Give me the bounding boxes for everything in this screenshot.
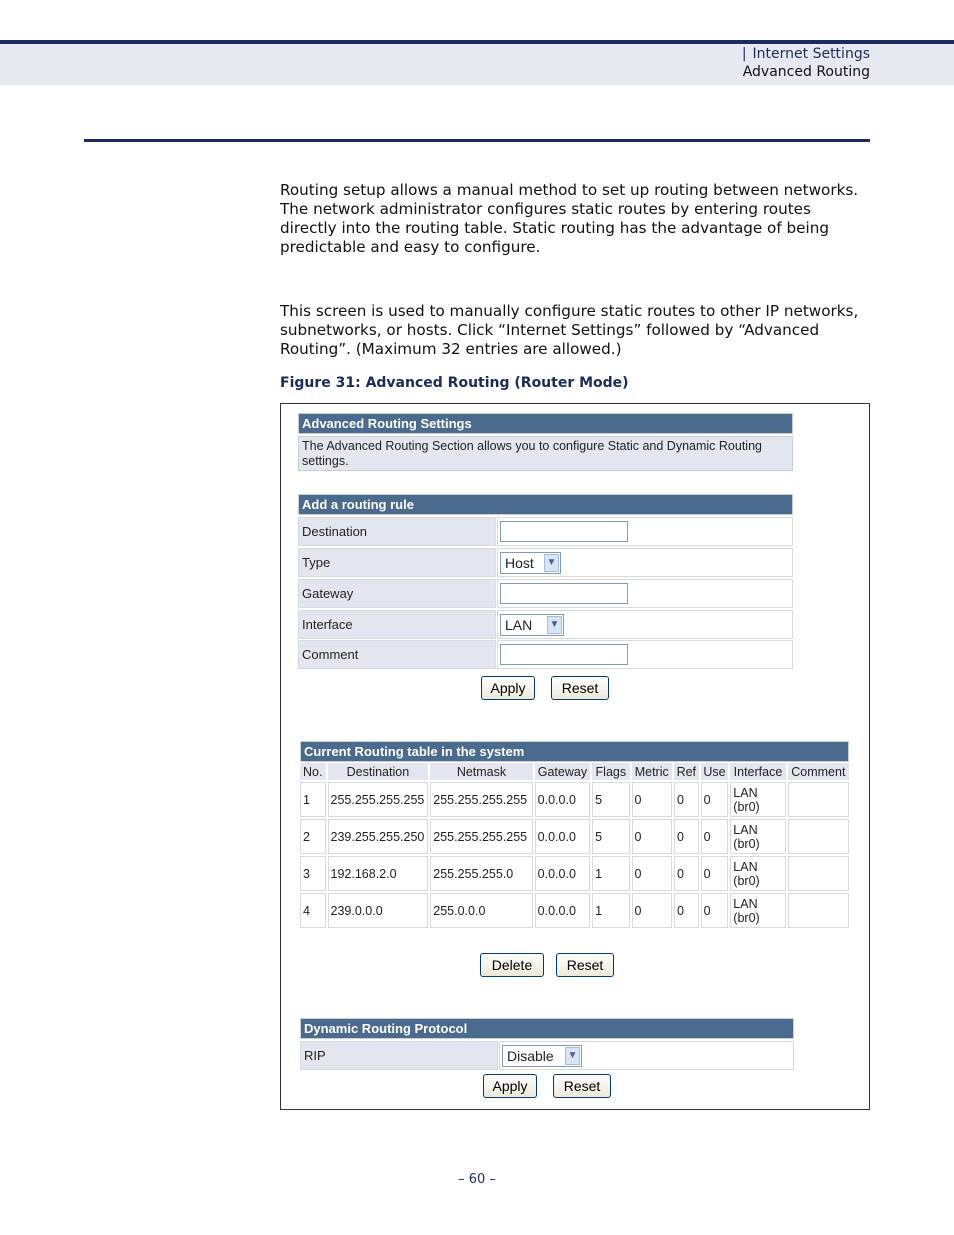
instructions-paragraph: This screen is used to manually configure static routes to other IP networks, subnetworks, or hosts. Click “Internet Settings” followed by “Advanced Routing”. (Maximum 32 entries are allowed.) bbox=[280, 302, 859, 358]
cell-use: 0 bbox=[701, 893, 729, 928]
interface-name: LAN bbox=[733, 896, 758, 911]
cell-ref: 0 bbox=[674, 856, 699, 891]
delete-button[interactable]: Delete bbox=[480, 953, 544, 977]
cell-metric: 0 bbox=[632, 782, 672, 817]
table-row bbox=[300, 819, 849, 854]
interface-device: (br0) bbox=[733, 873, 760, 888]
reset-button[interactable]: Reset bbox=[551, 676, 609, 700]
destination-row bbox=[298, 517, 793, 547]
cell-no: 4 bbox=[300, 893, 326, 928]
type-row bbox=[298, 548, 793, 578]
table-row bbox=[300, 893, 849, 928]
cell-destination: 239.255.255.250 bbox=[328, 819, 429, 854]
rip-cell bbox=[499, 1041, 794, 1070]
type-label: Type bbox=[298, 548, 496, 577]
chevron-down-icon: ▼ bbox=[544, 554, 559, 572]
rip-select[interactable] bbox=[502, 1045, 582, 1067]
rip-label: RIP bbox=[300, 1041, 498, 1070]
col-gateway: Gateway bbox=[535, 763, 590, 780]
destination-input[interactable] bbox=[500, 521, 628, 542]
comment-input[interactable] bbox=[500, 644, 628, 665]
cell-ref: 0 bbox=[674, 819, 699, 854]
cell-gateway: 0.0.0.0 bbox=[535, 856, 590, 891]
interface-name: LAN bbox=[733, 822, 758, 837]
cell-comment bbox=[788, 893, 849, 928]
gateway-label: Gateway bbox=[298, 579, 496, 608]
interface-row bbox=[298, 610, 793, 640]
cell-comment bbox=[788, 856, 849, 891]
settings-description: The Advanced Routing Section allows you to configure Static and Dynamic Routing settings. bbox=[298, 436, 793, 471]
settings-title: Advanced Routing Settings bbox=[298, 413, 793, 434]
interface-name: LAN bbox=[733, 785, 758, 800]
cell-destination: 239.0.0.0 bbox=[328, 893, 429, 928]
cell-use: 0 bbox=[701, 782, 729, 817]
type-select-value: Host bbox=[505, 555, 534, 571]
cell-flags: 1 bbox=[592, 893, 629, 928]
header-separator: | bbox=[741, 46, 747, 62]
comment-label: Comment bbox=[298, 640, 496, 669]
cell-flags: 5 bbox=[592, 819, 629, 854]
gateway-cell bbox=[497, 579, 793, 608]
figure-screenshot bbox=[280, 403, 870, 1110]
routing-table-title: Current Routing table in the system bbox=[300, 741, 849, 762]
dynamic-reset-button[interactable]: Reset bbox=[553, 1074, 611, 1098]
cell-flags: 5 bbox=[592, 782, 629, 817]
interface-device: (br0) bbox=[733, 836, 760, 851]
cell-no: 3 bbox=[300, 856, 326, 891]
cell-ref: 0 bbox=[674, 893, 699, 928]
gateway-row bbox=[298, 579, 793, 609]
rip-row bbox=[300, 1041, 794, 1071]
col-use: Use bbox=[701, 763, 729, 780]
cell-gateway: 0.0.0.0 bbox=[535, 782, 590, 817]
header-section bbox=[742, 46, 870, 62]
cell-destination: 255.255.255.255 bbox=[328, 782, 429, 817]
destination-label: Destination bbox=[298, 517, 496, 546]
table-reset-button[interactable]: Reset bbox=[556, 953, 614, 977]
comment-row bbox=[298, 640, 793, 670]
intro-paragraph: Routing setup allows a manual method to set up routing between networks. The network administrator configures static routes by entering routes directly into the routing table. Static routing has the advantage of being predictable and easy to configure. bbox=[280, 181, 859, 256]
interface-select[interactable] bbox=[500, 614, 564, 636]
col-netmask: Netmask bbox=[430, 763, 532, 780]
section-rule bbox=[84, 139, 870, 142]
cell-gateway: 0.0.0.0 bbox=[535, 893, 590, 928]
cell-flags: 1 bbox=[592, 856, 629, 891]
add-rule-title: Add a routing rule bbox=[298, 494, 793, 515]
cell-destination: 192.168.2.0 bbox=[328, 856, 429, 891]
destination-cell bbox=[497, 517, 793, 546]
cell-interface bbox=[730, 782, 785, 817]
col-interface: Interface bbox=[730, 763, 785, 780]
header-section-title: Internet Settings bbox=[752, 46, 870, 62]
cell-netmask: 255.255.255.255 bbox=[430, 782, 532, 817]
col-no: No. bbox=[300, 763, 326, 780]
routing-table-header bbox=[300, 763, 849, 780]
cell-interface bbox=[730, 856, 785, 891]
col-flags: Flags bbox=[592, 763, 629, 780]
cell-metric: 0 bbox=[632, 856, 672, 891]
interface-device: (br0) bbox=[733, 799, 760, 814]
page-number: – 60 – bbox=[458, 1172, 496, 1187]
dynamic-apply-button[interactable]: Apply bbox=[483, 1074, 537, 1098]
col-comment: Comment bbox=[788, 763, 849, 780]
comment-cell bbox=[497, 640, 793, 669]
cell-netmask: 255.0.0.0 bbox=[430, 893, 532, 928]
type-select[interactable] bbox=[500, 552, 561, 574]
interface-name: LAN bbox=[733, 859, 758, 874]
type-cell bbox=[497, 548, 793, 577]
cell-no: 2 bbox=[300, 819, 326, 854]
cell-comment bbox=[788, 782, 849, 817]
figure-caption: Figure 31: Advanced Routing (Router Mode) bbox=[280, 375, 629, 391]
rip-select-value: Disable bbox=[507, 1048, 554, 1064]
col-ref: Ref bbox=[674, 763, 699, 780]
header-subsection: Advanced Routing bbox=[742, 64, 870, 80]
cell-netmask: 255.255.255.0 bbox=[430, 856, 532, 891]
gateway-input[interactable] bbox=[500, 583, 628, 604]
dynamic-routing-title: Dynamic Routing Protocol bbox=[300, 1018, 794, 1039]
col-metric: Metric bbox=[632, 763, 672, 780]
interface-device: (br0) bbox=[733, 910, 760, 925]
cell-no: 1 bbox=[300, 782, 326, 817]
table-row bbox=[300, 782, 849, 817]
interface-select-value: LAN bbox=[505, 617, 533, 633]
chevron-down-icon: ▼ bbox=[565, 1047, 580, 1065]
cell-use: 0 bbox=[701, 856, 729, 891]
cell-interface bbox=[730, 893, 785, 928]
interface-label: Interface bbox=[298, 610, 496, 639]
cell-metric: 0 bbox=[632, 819, 672, 854]
interface-cell bbox=[497, 610, 793, 639]
cell-ref: 0 bbox=[674, 782, 699, 817]
routing-table bbox=[298, 761, 851, 930]
cell-netmask: 255.255.255.255 bbox=[430, 819, 532, 854]
cell-interface bbox=[730, 819, 785, 854]
apply-button[interactable]: Apply bbox=[481, 676, 535, 700]
chevron-down-icon: ▼ bbox=[547, 616, 562, 634]
cell-comment bbox=[788, 819, 849, 854]
col-destination: Destination bbox=[328, 763, 429, 780]
cell-use: 0 bbox=[701, 819, 729, 854]
cell-gateway: 0.0.0.0 bbox=[535, 819, 590, 854]
table-row bbox=[300, 856, 849, 891]
cell-metric: 0 bbox=[632, 893, 672, 928]
